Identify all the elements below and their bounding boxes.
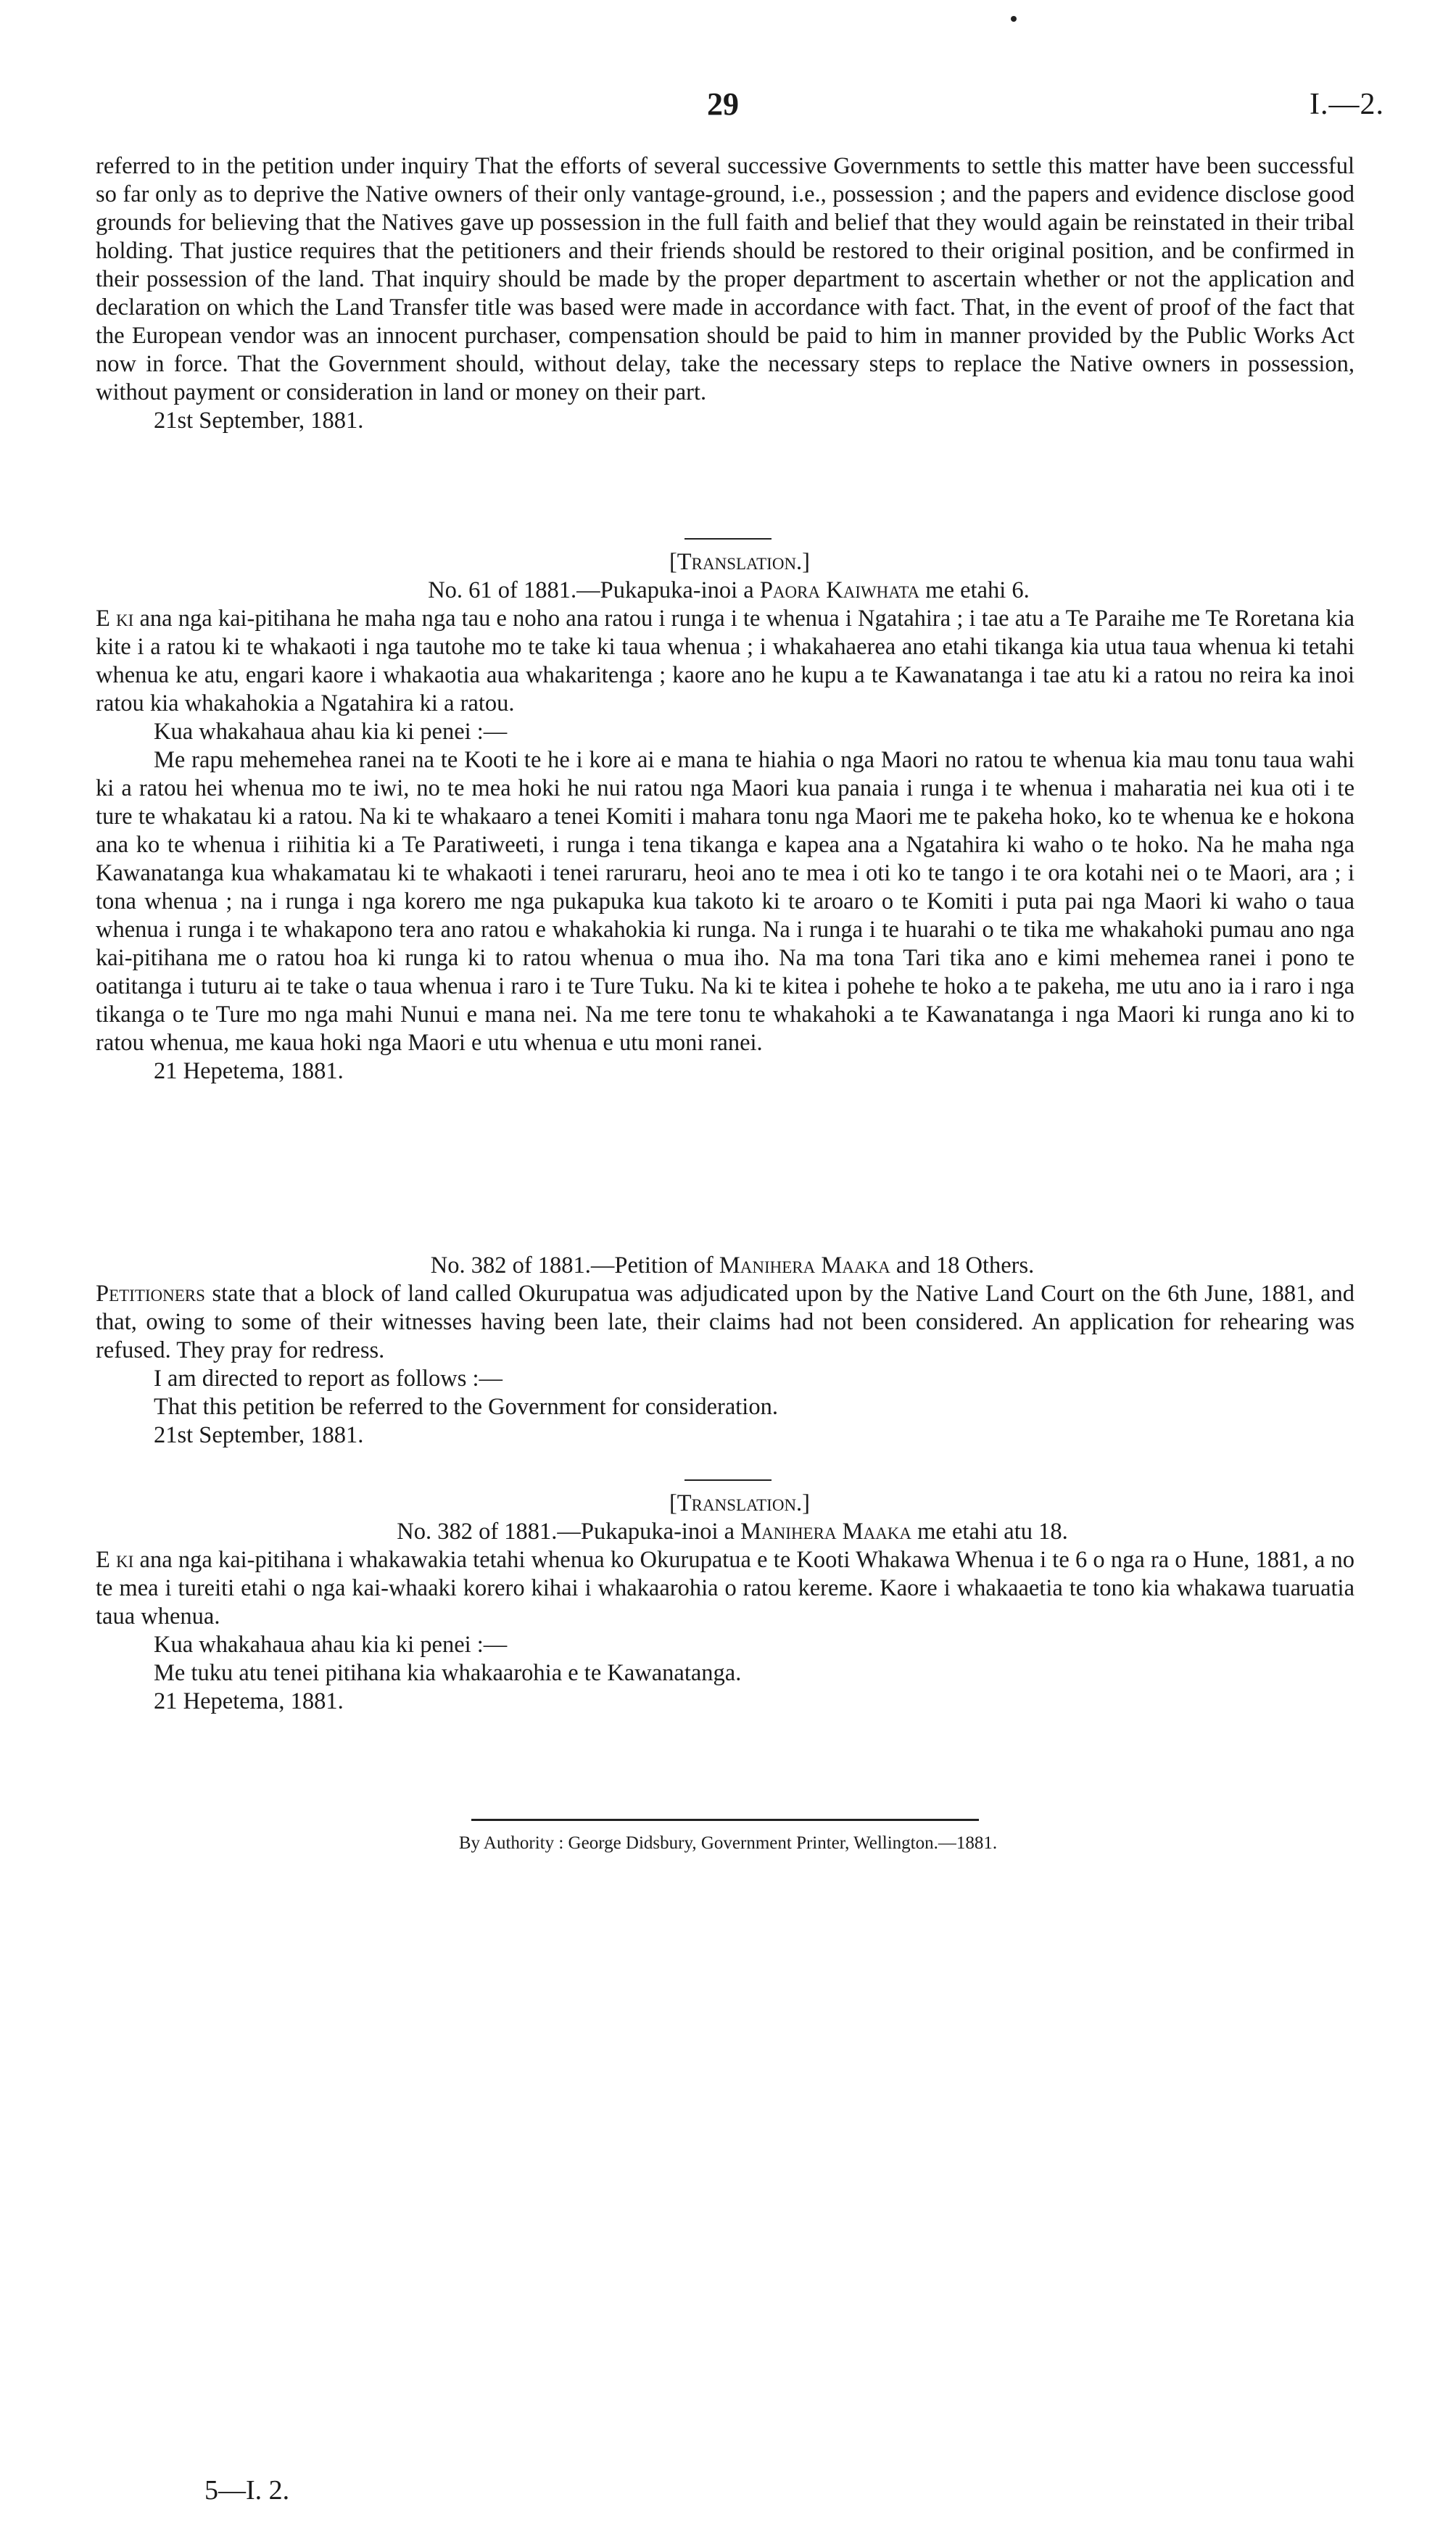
signature-mark: 5—I. 2.: [204, 2475, 290, 2506]
ink-dot: [1011, 16, 1017, 22]
petitioner-name: Manihera Maaka: [740, 1519, 912, 1545]
lead-word: E ki: [96, 606, 134, 632]
report-paragraph: That this petition be referred to the Government for consideration.: [154, 1394, 778, 1420]
section-divider: [684, 538, 772, 540]
directive-line: Kua whakahaua ahau kia ki penei :—: [154, 719, 508, 745]
report-date: 21 Hepetema, 1881.: [154, 1058, 344, 1084]
footer-rule: [471, 1819, 979, 1821]
document-reference: I.—2.: [1310, 88, 1384, 121]
report-date: 21st September, 1881.: [154, 408, 364, 434]
petition-paragraph: E ki ana nga kai-pitihana i whakawakia tetahi whenua ko Okurupatua e te Kooti Whakawa Whenua i te 6 o nga ra o Hune, 1881, a no te mea i tureiti etahi o nga kai-whaaki korero kihai i whakaarohia o ratou kereme. Kaore i whakaaetia te tono kia whakawa tuaruatia taua whenua.: [96, 1547, 1355, 1630]
petition-no-382: [96, 1252, 1354, 1450]
translation-label: [Translation.]: [669, 549, 810, 575]
lead-word: Petitioners: [96, 1281, 205, 1307]
petition-heading: No. 382 of 1881.—Petition of Manihera Maaka and 18 Others.: [430, 1252, 1035, 1279]
directive-line: Kua whakahaua ahau kia ki penei :—: [154, 1632, 508, 1658]
petition-heading: No. 61 of 1881.—Pukapuka-inoi a Paora Kaiwhata me etahi 6.: [428, 577, 1030, 603]
report-date: 21st September, 1881.: [154, 1422, 364, 1448]
page-number: 29: [707, 86, 739, 122]
lead-word: E ki: [96, 1547, 134, 1573]
directive-line: I am directed to report as follows :—: [154, 1366, 503, 1392]
translation-no-382: [96, 1490, 1354, 1716]
petitioner-name: Paora Kaiwhata: [759, 577, 920, 603]
petitioner-name: Manihera Maaka: [719, 1252, 890, 1279]
report-paragraph: Me rapu mehemehea ranei na te Kooti te he i kore ai e mana te hiahia o nga Maori no ratou te whenua kia mau tonu taua wahi ki a ratou hei whenua mo te iwi, no te mea hoki he nui ratou nga Maori kua panaia i runga i te whenua i maharatia nei kua oti i te ture te whakatau ki a ratou. Na ki te whakaaro a tenei Komiti i mahara tonu nga Maori me te pakeha hoko, ko te whenua ke e hokona ana ko te whenua i riihitia ki a Te Paratiweeti, i runga i tena tikanga e kapea ana a Ngatahira ki waho o te hoko. Na he maha nga Kawanatanga kua whakamatau ki te whakaoti i tenei raruraru, heoi ano te mea i oti ko te tango i te ora kotahi nei o te Maori, ara ; i tona whenua ; na i runga i nga korero me nga pukapuka kua takoto ki te aroaro o te Komiti i puta pai nga Maori ki waho o taua whenua i runga i te whakapono tera ano ratou e whakahokia ki runga. Na i runga i te huarahi o te tika me whakahoki pumau ano nga kai-pitihana me o ratou hoa ki runga ki to ratou whenua o mua iho. Na ma tona Tari tika ano e kimi mehemea ranei i pono te oatitanga i tuturu ai te take o taua whenua i raro i te Ture Tuku. Na ki te kitea i pohehe te hoko a te pakeha, me utu ano ia i raro i nga tikanga o te Ture mo nga mahi Nunui e mana nei. Na me tere tonu te whakahoki a te Kawanatanga i nga Maori ki runga ano ki to ratou whenua, me kaua hoki nga Maori e utu whenua e utu moni ranei.: [96, 747, 1354, 1056]
report-paragraph: referred to in the petition under inquiry That the efforts of several successive Governments to settle this matter have been successful so far only as to deprive the Native owners of their only vantage-ground, i.e., possession ; and the papers and evidence disclose good grounds for believing that the Natives gave up possession in the full faith and belief that they would again be reinstated in their tribal holding. That justice requires that the petitioners and their friends should be restored to their original position, and be confirmed in their possession of the land. That inquiry should be made by the proper department to ascertain whether or not the application and declaration on which the Land Transfer title was based were made in accordance with fact. That, in the event of proof of the fact that the European vendor was an innocent purchaser, compensation should be paid to him in manner provided by the Public Works Act now in force. That the Government should, without delay, take the necessary steps to replace the Native owners in possession, without payment or consideration in land or money on their part.: [96, 153, 1354, 405]
printer-imprint: By Authority : George Didsbury, Government Printer, Wellington.—1881.: [458, 1833, 998, 1853]
petition-heading: No. 382 of 1881.—Pukapuka-inoi a Manihera Maaka me etahi atu 18.: [397, 1519, 1068, 1545]
petition-paragraph: E ki ana nga kai-pitihana he maha nga tau e noho ana ratou i runga i te whenua i Ngatahira ; i tae atu a Te Paraihe me Te Roretana kia kite i a ratou ki te whakaoti i nga tautohe mo te take ki taua whenua ; i whakahaerea ano etahi tikanga kia utua taua whenua ki tetahi whenua ke atu, engari kaore i whakaotia aua whakaritenga ; kaore ano he kupu a te Kawanatanga i tae atu ki a ratou no reira ka inoi ratou kia whakahokia a Ngatahira ki a ratou.: [96, 606, 1355, 716]
report-paragraph: Me tuku atu tenei pitihana kia whakaarohia e te Kawanatanga.: [154, 1660, 742, 1686]
section-divider: [684, 1479, 772, 1481]
petition-paragraph: Petitioners state that a block of land called Okurupatua was adjudicated upon by the Native Land Court on the 6th June, 1881, and that, owing to some of their witnesses having been late, their claims had not been considered. An application for rehearing was refused. They pray for redress.: [96, 1281, 1354, 1363]
report-continuation: [96, 152, 1354, 435]
translation-no-61: [96, 548, 1354, 1086]
translation-label: [Translation.]: [669, 1490, 810, 1516]
report-date: 21 Hepetema, 1881.: [154, 1688, 344, 1714]
